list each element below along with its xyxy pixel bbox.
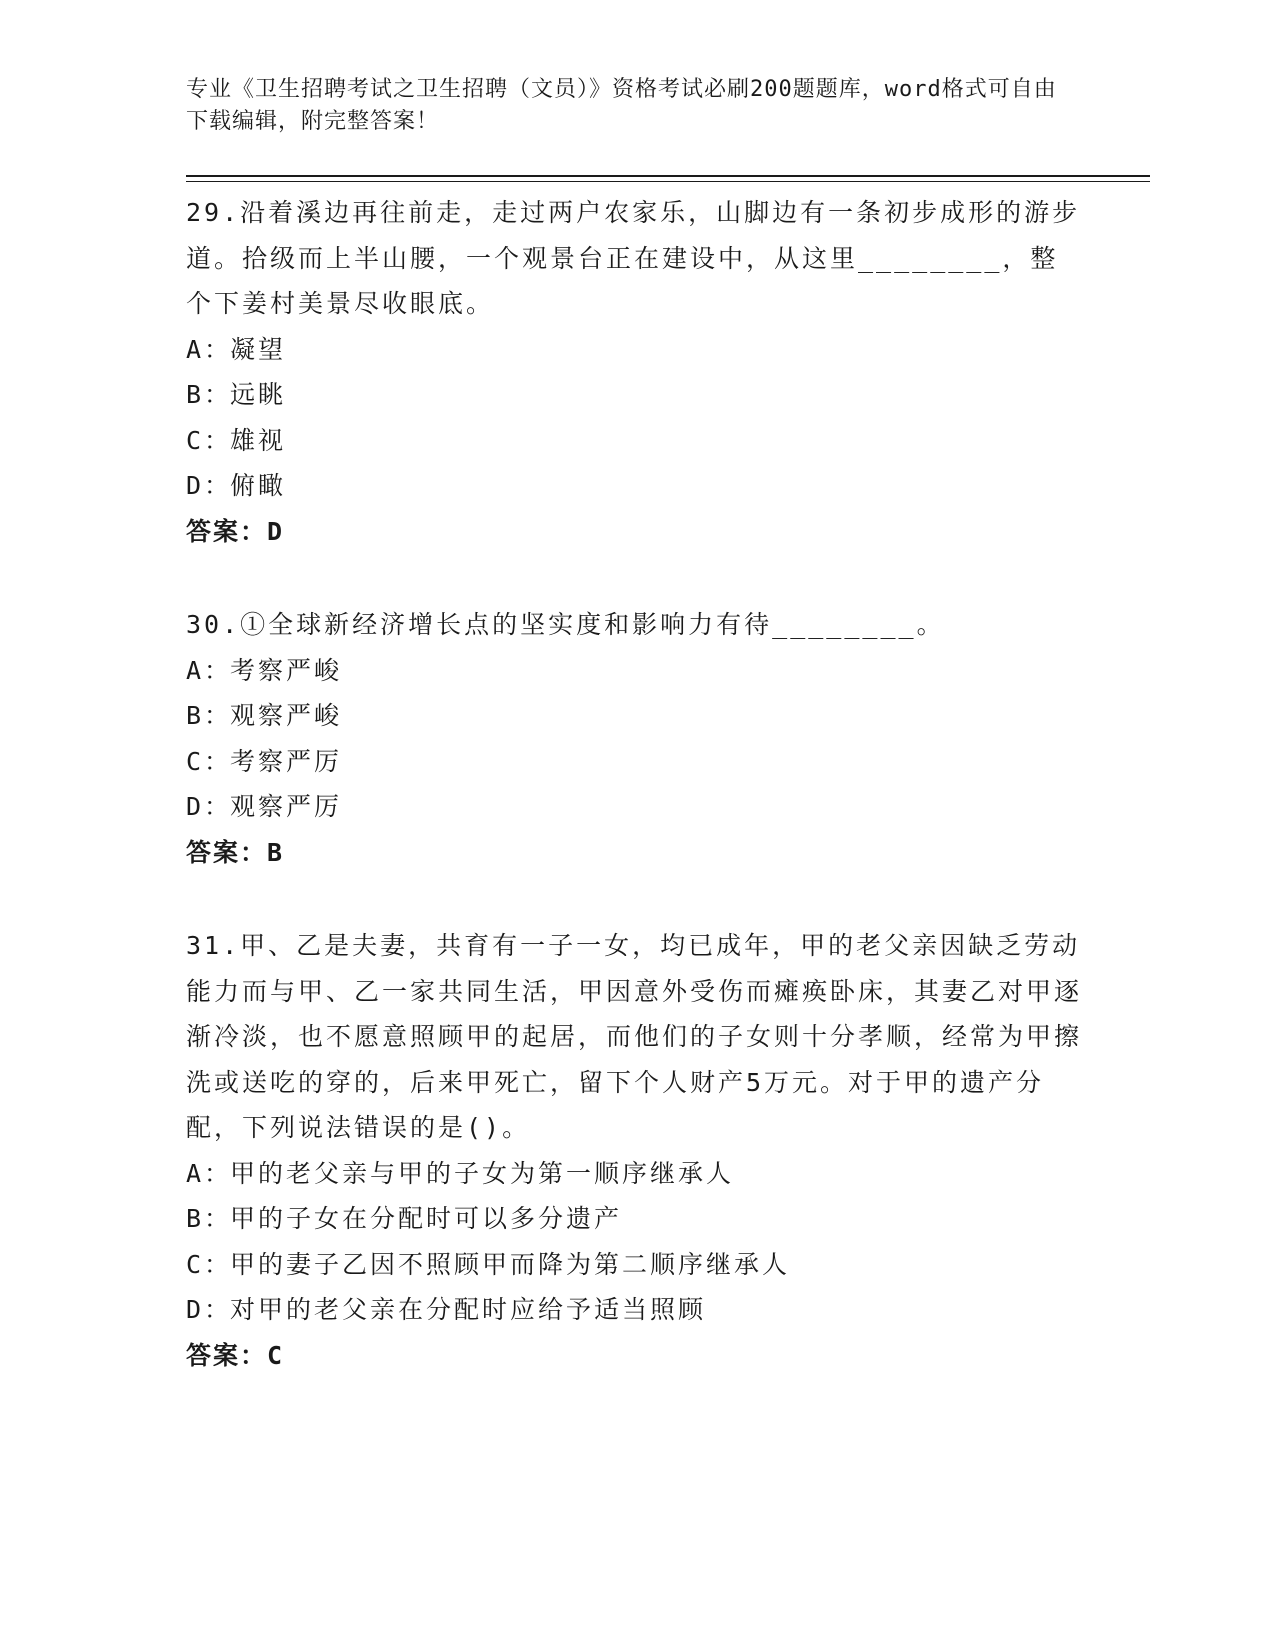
option-key: A：	[186, 334, 233, 364]
option-key: B：	[186, 701, 233, 730]
option-text: 远眺	[230, 380, 287, 409]
option-text: 考察严厉	[230, 746, 343, 776]
option-text: 对甲的老父亲在分配时应给予适当照顾	[230, 1295, 707, 1324]
answer-line: 答案：C	[186, 1340, 285, 1370]
option-key: A：	[186, 1158, 233, 1188]
option-d	[186, 784, 1086, 830]
option-text: 甲的妻子乙因不照顾甲而降为第二顺序继承人	[230, 1249, 791, 1279]
header-divider-thick	[186, 175, 1150, 177]
answer-line: 答案：B	[186, 837, 285, 867]
question-30	[186, 602, 1086, 875]
option-key: C：	[186, 1249, 233, 1279]
option-a	[186, 327, 1086, 373]
option-text: 甲的老父亲与甲的子女为第一顺序继承人	[230, 1158, 735, 1188]
option-text: 观察严厉	[230, 792, 343, 821]
option-a	[186, 1151, 1086, 1197]
option-text: 观察严峻	[230, 701, 343, 730]
question-text: 29.沿着溪边再往前走，走过两户农家乐，山脚边有一条初步成形的游步道。拾级而上半山腰，一个观景台正在建设中，从这里________，整个下姜村美景尽收眼底。	[186, 198, 1081, 318]
option-text: 凝望	[230, 334, 287, 364]
option-a	[186, 648, 1086, 694]
option-b	[186, 372, 1086, 418]
option-key: A：	[186, 655, 233, 685]
option-b	[186, 1196, 1086, 1242]
option-key: D：	[186, 471, 233, 500]
option-c	[186, 1242, 1086, 1288]
option-key: C：	[186, 746, 233, 776]
document-header: 专业《卫生招聘考试之卫生招聘（文员）》资格考试必刷200题题库，word格式可自由下载编辑，附完整答案！	[186, 77, 1057, 134]
question-text: 31.甲、乙是夫妻，共育有一子一女，均已成年，甲的老父亲因缺乏劳动能力而与甲、乙一家共同生活，甲因意外受伤而瘫痪卧床，其妻乙对甲逐渐冷淡，也不愿意照顾甲的起居，而他们的子女则十分孝顺，经常为甲擦洗或送吃的穿的，后来甲死亡，留下个人财产5万元。对于甲的遗产分配，下列说法错误的是()。	[186, 931, 1083, 1142]
option-text: 雄视	[230, 425, 287, 455]
option-d	[186, 463, 1086, 509]
option-key: C：	[186, 425, 233, 455]
option-c	[186, 739, 1086, 785]
question-31	[186, 923, 1086, 1378]
option-b	[186, 693, 1086, 739]
option-d	[186, 1287, 1086, 1333]
option-key: B：	[186, 380, 233, 409]
option-c	[186, 418, 1086, 464]
option-key: B：	[186, 1204, 233, 1233]
option-key: D：	[186, 1295, 233, 1324]
question-29	[186, 190, 1086, 554]
option-text: 考察严峻	[230, 655, 343, 685]
option-text: 甲的子女在分配时可以多分遗产	[230, 1204, 623, 1233]
answer-line: 答案：D	[186, 516, 285, 546]
question-text: 30.①全球新经济增长点的坚实度和影响力有待________。	[186, 610, 945, 639]
question-list	[186, 190, 1086, 1426]
option-text: 俯瞰	[230, 471, 287, 500]
option-key: D：	[186, 792, 233, 821]
header-divider-thin	[186, 181, 1150, 182]
